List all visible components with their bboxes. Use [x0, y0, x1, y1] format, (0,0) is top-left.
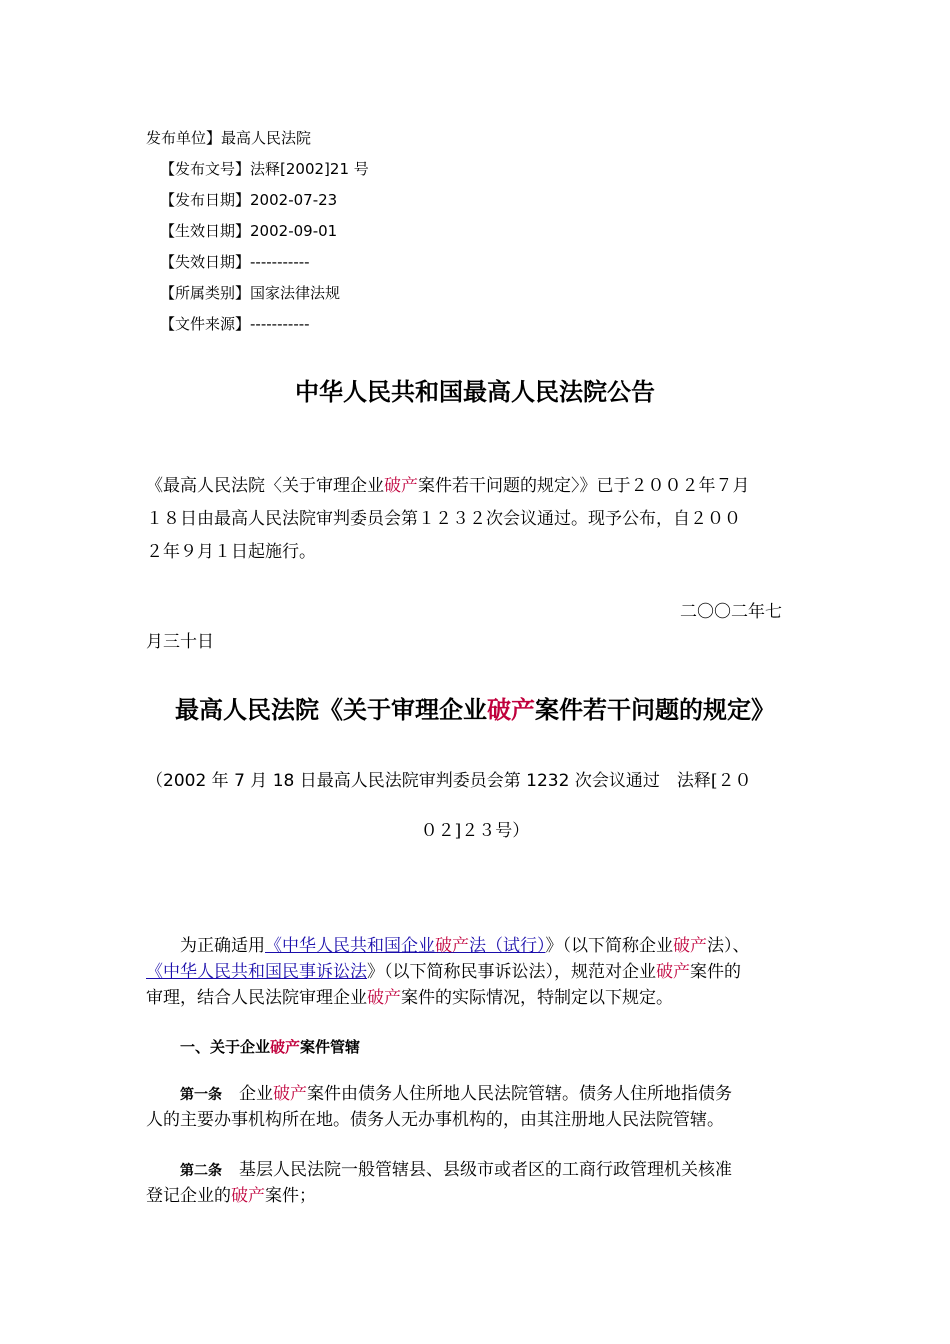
text-run: （: [146, 771, 163, 791]
number: 18: [272, 771, 295, 791]
meta-value: [2002]21: [280, 160, 349, 178]
highlight-term: 破产: [487, 696, 535, 724]
announcement-title: 中华人民共和国最高人民法院公告: [295, 378, 655, 406]
article-1-line-2: 人的主要办事机构所在地。债务人无办事机构的，由其注册地人民法院管辖。: [146, 1110, 724, 1130]
text-run: 《最高人民法院〈关于审理企业: [146, 476, 384, 496]
preamble-line-3: [146, 985, 673, 1011]
article-2-line-2: [146, 1183, 316, 1209]
text-run: 案件管辖: [300, 1038, 361, 1056]
highlight-term: 破产: [384, 476, 418, 496]
meta-value: 最高人民法院: [221, 129, 312, 147]
meta-category: [160, 283, 340, 303]
highlight-term: 破产: [273, 1084, 307, 1104]
meta-pubdate: [160, 190, 337, 210]
text-run: 案件由债务人住所地人民法院管辖。债务人住所地指债务: [307, 1084, 732, 1104]
meta-label: 【发布文号】: [160, 160, 251, 178]
announcement-line-1: [146, 470, 750, 503]
meta-value: 号: [349, 160, 369, 178]
number: 2002: [163, 771, 207, 791]
text-run: 最高人民法院《关于审理企业: [175, 696, 487, 724]
meta-label: 【发布日期】: [160, 191, 251, 209]
text-run: 登记企业的: [146, 1186, 231, 1206]
number: 7: [234, 771, 245, 791]
meta-value: -----------: [250, 315, 310, 333]
text-run: 次会议通过 法释[２０: [569, 771, 752, 791]
preamble-line-1: [180, 933, 750, 959]
announcement-line-2: １８日由最高人民法院审判委员会第１２３２次会议通过。现予公布，自２００: [146, 509, 741, 529]
meta-label: 【所属类别】: [160, 284, 251, 302]
meta-value: 2002-09-01: [250, 222, 338, 240]
text-run: 审理，结合人民法院审理企业: [146, 988, 367, 1008]
meta-label: 【文件来源】: [160, 315, 251, 333]
meta-expdate: [160, 252, 310, 272]
text-run: 一、关于企业: [180, 1038, 271, 1056]
highlight-term: 破产: [673, 936, 707, 956]
text-run: 案件的: [690, 962, 741, 982]
meta-value: -----------: [250, 253, 310, 271]
link-civil-procedure-law[interactable]: 《中华人民共和国民事诉讼法: [146, 962, 367, 982]
meta-effdate: [160, 221, 337, 241]
text-run: 企业: [222, 1084, 273, 1104]
article-label: 第二条: [180, 1163, 222, 1179]
text-run: 法）、: [707, 936, 750, 956]
text-run: 基层人民法院一般管辖县、县级市或者区的工商行政管理机关核准: [222, 1160, 732, 1180]
meta-value: 2002-07-23: [250, 191, 338, 209]
highlight-term: 破产: [656, 962, 690, 982]
number: 1232: [526, 771, 570, 791]
meta-label: 【失效日期】: [160, 253, 251, 271]
regulation-note-line-2: ０２]２３号）: [420, 821, 530, 841]
highlight-term: 破产: [435, 936, 469, 956]
announcement-date-line-1: 二〇〇二年七: [680, 602, 782, 622]
meta-label: 发布单位】: [146, 129, 222, 147]
section-heading-1: [180, 1036, 360, 1057]
preamble-line-2: [146, 959, 741, 985]
text-run: 日最高人民法院审判委员会第: [294, 771, 527, 791]
text-run: 》（以下简称民事诉讼法），规范对企业: [367, 962, 656, 982]
meta-publisher: [146, 128, 311, 148]
meta-value: 国家法律法规: [250, 284, 341, 302]
text-run: 为正确适用: [180, 936, 265, 956]
regulation-title: [0, 690, 950, 725]
text-run: 案件的实际情况，特制定以下规定。: [401, 988, 673, 1008]
text-run: 案件；: [265, 1186, 316, 1206]
text-run: 法（试行）: [469, 936, 546, 956]
announcement-line-3: ２年９月１日起施行。: [146, 542, 316, 562]
link-enterprise-bankruptcy-law[interactable]: [265, 936, 546, 956]
highlight-term: 破产: [231, 1186, 265, 1206]
meta-source: [160, 314, 310, 334]
text-run: 月: [244, 771, 273, 791]
announcement-date-line-2: 月三十日: [146, 632, 214, 652]
highlight-term: 破产: [367, 988, 401, 1008]
article-label: 第一条: [180, 1087, 222, 1103]
article-1-line-1: [180, 1081, 732, 1108]
text-run: 案件若干问题的规定〉》已于２００２年７月: [418, 476, 750, 496]
text-run: 》（以下简称企业: [545, 936, 673, 956]
text-run: 《中华人民共和国企业: [265, 936, 435, 956]
text-run: 年: [206, 771, 235, 791]
meta-label: 【生效日期】: [160, 222, 251, 240]
article-2-line-1: [180, 1157, 732, 1184]
meta-value: 法释: [250, 160, 281, 178]
meta-docno: [160, 159, 369, 179]
text-run: 案件若干问题的规定》: [535, 696, 775, 724]
highlight-term: 破产: [270, 1038, 301, 1056]
regulation-note-line-1: [146, 768, 751, 794]
